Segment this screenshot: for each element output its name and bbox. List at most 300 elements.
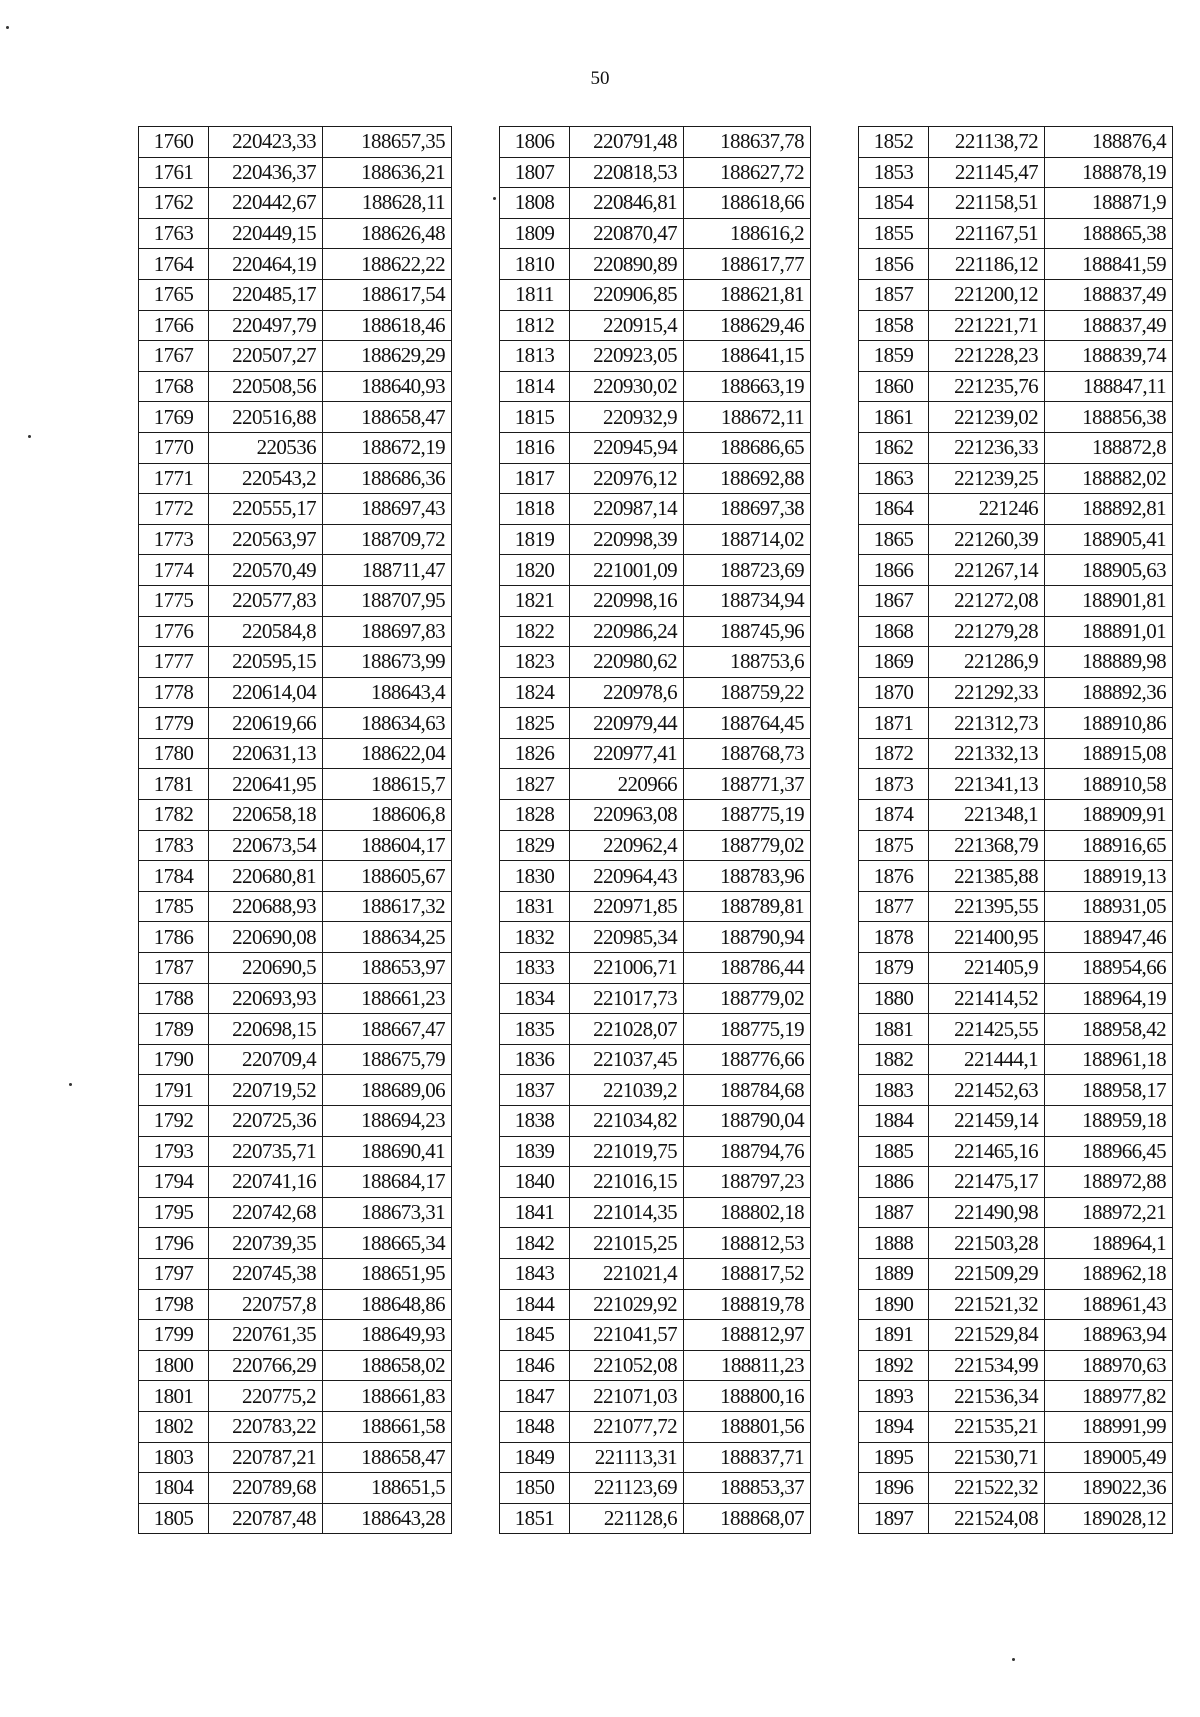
x-coordinate-cell: 221260,39: [929, 524, 1045, 555]
point-number-cell: 1819: [500, 524, 570, 555]
table-row: [859, 1289, 1173, 1320]
x-coordinate-cell: 220497,79: [209, 310, 323, 341]
point-number-cell: 1796: [139, 1228, 209, 1259]
point-number-cell: 1890: [859, 1289, 929, 1320]
y-coordinate-cell: 188964,19: [1045, 983, 1173, 1014]
y-coordinate-cell: 188641,15: [684, 341, 811, 372]
y-coordinate-cell: 188811,23: [684, 1350, 811, 1381]
table-row: [139, 800, 452, 831]
y-coordinate-cell: 188658,47: [323, 1442, 452, 1473]
point-number-cell: 1893: [859, 1381, 929, 1412]
point-number-cell: 1869: [859, 647, 929, 678]
y-coordinate-cell: 188675,79: [323, 1044, 452, 1075]
table-row: [859, 1473, 1173, 1504]
scan-speck: [28, 435, 31, 438]
point-number-cell: 1766: [139, 310, 209, 341]
y-coordinate-cell: 188648,86: [323, 1289, 452, 1320]
x-coordinate-cell: 221530,71: [929, 1442, 1045, 1473]
point-number-cell: 1785: [139, 891, 209, 922]
point-number-cell: 1770: [139, 432, 209, 463]
table-row: [859, 402, 1173, 433]
point-number-cell: 1774: [139, 555, 209, 586]
y-coordinate-cell: 188817,52: [684, 1258, 811, 1289]
y-coordinate-cell: 188616,2: [684, 218, 811, 249]
table-row: [139, 708, 452, 739]
point-number-cell: 1849: [500, 1442, 570, 1473]
y-coordinate-cell: 188892,36: [1045, 677, 1173, 708]
point-number-cell: 1767: [139, 341, 209, 372]
point-number-cell: 1787: [139, 953, 209, 984]
point-number-cell: 1870: [859, 677, 929, 708]
y-coordinate-cell: 188966,45: [1045, 1136, 1173, 1167]
table-row: [859, 157, 1173, 188]
point-number-cell: 1886: [859, 1167, 929, 1198]
x-coordinate-cell: 220818,53: [570, 157, 684, 188]
point-number-cell: 1784: [139, 861, 209, 892]
y-coordinate-cell: 188686,36: [323, 463, 452, 494]
y-coordinate-cell: 188959,18: [1045, 1106, 1173, 1137]
y-coordinate-cell: 188686,65: [684, 432, 811, 463]
point-number-cell: 1854: [859, 188, 929, 219]
point-number-cell: 1782: [139, 800, 209, 831]
y-coordinate-cell: 188643,28: [323, 1503, 452, 1534]
table-row: [859, 861, 1173, 892]
y-coordinate-cell: 188604,17: [323, 830, 452, 861]
y-coordinate-cell: 188882,02: [1045, 463, 1173, 494]
point-number-cell: 1813: [500, 341, 570, 372]
x-coordinate-cell: 220555,17: [209, 494, 323, 525]
x-coordinate-cell: 220998,16: [570, 585, 684, 616]
x-coordinate-cell: 221158,51: [929, 188, 1045, 219]
y-coordinate-cell: 188783,96: [684, 861, 811, 892]
table-row: [139, 310, 452, 341]
x-coordinate-cell: 221246: [929, 494, 1045, 525]
y-coordinate-cell: 188626,48: [323, 218, 452, 249]
x-coordinate-cell: 220791,48: [570, 127, 684, 158]
point-number-cell: 1820: [500, 555, 570, 586]
table-row: [500, 1197, 811, 1228]
y-coordinate-cell: 188605,67: [323, 861, 452, 892]
x-coordinate-cell: 220978,6: [570, 677, 684, 708]
x-coordinate-cell: 220423,33: [209, 127, 323, 158]
x-coordinate-cell: 220930,02: [570, 371, 684, 402]
point-number-cell: 1786: [139, 922, 209, 953]
table-row: [500, 127, 811, 158]
table-row: [139, 585, 452, 616]
x-coordinate-cell: 220536: [209, 432, 323, 463]
point-number-cell: 1760: [139, 127, 209, 158]
point-number-cell: 1781: [139, 769, 209, 800]
x-coordinate-cell: 220690,5: [209, 953, 323, 984]
y-coordinate-cell: 188617,54: [323, 279, 452, 310]
point-number-cell: 1826: [500, 738, 570, 769]
y-coordinate-cell: 188931,05: [1045, 891, 1173, 922]
x-coordinate-cell: 220745,38: [209, 1258, 323, 1289]
table-row: [859, 1228, 1173, 1259]
x-coordinate-cell: 220543,2: [209, 463, 323, 494]
point-number-cell: 1838: [500, 1106, 570, 1137]
x-coordinate-cell: 221292,33: [929, 677, 1045, 708]
table-row: [859, 249, 1173, 280]
table-row: [859, 647, 1173, 678]
y-coordinate-cell: 188839,74: [1045, 341, 1173, 372]
point-number-cell: 1804: [139, 1473, 209, 1504]
point-number-cell: 1790: [139, 1044, 209, 1075]
point-number-cell: 1868: [859, 616, 929, 647]
x-coordinate-cell: 220923,05: [570, 341, 684, 372]
table-row: [859, 1258, 1173, 1289]
table-row: [500, 1044, 811, 1075]
table-row: [859, 1381, 1173, 1412]
point-number-cell: 1880: [859, 983, 929, 1014]
y-coordinate-cell: 188892,81: [1045, 494, 1173, 525]
y-coordinate-cell: 188694,23: [323, 1106, 452, 1137]
x-coordinate-cell: 220449,15: [209, 218, 323, 249]
y-coordinate-cell: 188963,94: [1045, 1320, 1173, 1351]
x-coordinate-cell: 220442,67: [209, 188, 323, 219]
point-number-cell: 1798: [139, 1289, 209, 1320]
table-row: [139, 402, 452, 433]
y-coordinate-cell: 188672,19: [323, 432, 452, 463]
y-coordinate-cell: 188673,31: [323, 1197, 452, 1228]
point-number-cell: 1812: [500, 310, 570, 341]
table-row: [500, 891, 811, 922]
table-row: [859, 1197, 1173, 1228]
point-number-cell: 1814: [500, 371, 570, 402]
point-number-cell: 1801: [139, 1381, 209, 1412]
point-number-cell: 1896: [859, 1473, 929, 1504]
point-number-cell: 1879: [859, 953, 929, 984]
x-coordinate-cell: 221016,15: [570, 1167, 684, 1198]
point-number-cell: 1778: [139, 677, 209, 708]
x-coordinate-cell: 221039,2: [570, 1075, 684, 1106]
x-coordinate-cell: 221228,23: [929, 341, 1045, 372]
point-number-cell: 1771: [139, 463, 209, 494]
x-coordinate-cell: 221006,71: [570, 953, 684, 984]
point-number-cell: 1860: [859, 371, 929, 402]
x-coordinate-cell: 220641,95: [209, 769, 323, 800]
x-coordinate-cell: 221286,9: [929, 647, 1045, 678]
x-coordinate-cell: 221123,69: [570, 1473, 684, 1504]
point-number-cell: 1872: [859, 738, 929, 769]
table-row: [139, 188, 452, 219]
point-number-cell: 1830: [500, 861, 570, 892]
y-coordinate-cell: 188649,93: [323, 1320, 452, 1351]
point-number-cell: 1827: [500, 769, 570, 800]
scan-speck: [493, 197, 496, 200]
table-row: [139, 769, 452, 800]
point-number-cell: 1878: [859, 922, 929, 953]
point-number-cell: 1850: [500, 1473, 570, 1504]
x-coordinate-cell: 221524,08: [929, 1503, 1045, 1534]
table-row: [500, 1320, 811, 1351]
table-row: [859, 1503, 1173, 1534]
point-number-cell: 1891: [859, 1320, 929, 1351]
y-coordinate-cell: 188690,41: [323, 1136, 452, 1167]
table-row: [500, 1136, 811, 1167]
point-number-cell: 1764: [139, 249, 209, 280]
y-coordinate-cell: 188673,99: [323, 647, 452, 678]
point-number-cell: 1855: [859, 218, 929, 249]
y-coordinate-cell: 188837,71: [684, 1442, 811, 1473]
point-number-cell: 1832: [500, 922, 570, 953]
point-number-cell: 1818: [500, 494, 570, 525]
x-coordinate-cell: 220595,15: [209, 647, 323, 678]
table-row: [859, 494, 1173, 525]
table-row: [500, 708, 811, 739]
point-number-cell: 1795: [139, 1197, 209, 1228]
table-row: [500, 830, 811, 861]
table-row: [500, 1075, 811, 1106]
point-number-cell: 1836: [500, 1044, 570, 1075]
y-coordinate-cell: 188661,83: [323, 1381, 452, 1412]
x-coordinate-cell: 221267,14: [929, 555, 1045, 586]
table-row: [859, 708, 1173, 739]
table-row: [859, 555, 1173, 586]
table-row: [139, 157, 452, 188]
table-row: [139, 1411, 452, 1442]
table-row: [859, 677, 1173, 708]
x-coordinate-cell: 221052,08: [570, 1350, 684, 1381]
y-coordinate-cell: 188837,49: [1045, 279, 1173, 310]
x-coordinate-cell: 221490,98: [929, 1197, 1045, 1228]
x-coordinate-cell: 221279,28: [929, 616, 1045, 647]
x-coordinate-cell: 220980,62: [570, 647, 684, 678]
y-coordinate-cell: 188651,5: [323, 1473, 452, 1504]
table-row: [500, 494, 811, 525]
point-number-cell: 1884: [859, 1106, 929, 1137]
x-coordinate-cell: 220870,47: [570, 218, 684, 249]
y-coordinate-cell: 188776,66: [684, 1044, 811, 1075]
x-coordinate-cell: 221138,72: [929, 127, 1045, 158]
x-coordinate-cell: 221239,02: [929, 402, 1045, 433]
x-coordinate-cell: 220966: [570, 769, 684, 800]
y-coordinate-cell: 188615,7: [323, 769, 452, 800]
table-row: [500, 432, 811, 463]
y-coordinate-cell: 188837,49: [1045, 310, 1173, 341]
table-row: [859, 310, 1173, 341]
x-coordinate-cell: 221522,32: [929, 1473, 1045, 1504]
table-row: [139, 830, 452, 861]
x-coordinate-cell: 221529,84: [929, 1320, 1045, 1351]
table-row: [500, 310, 811, 341]
y-coordinate-cell: 188853,37: [684, 1473, 811, 1504]
point-number-cell: 1865: [859, 524, 929, 555]
x-coordinate-cell: 220680,81: [209, 861, 323, 892]
x-coordinate-cell: 221017,73: [570, 983, 684, 1014]
coordinate-table-1: [138, 126, 452, 1534]
y-coordinate-cell: 188786,44: [684, 953, 811, 984]
table-row: [859, 738, 1173, 769]
point-number-cell: 1894: [859, 1411, 929, 1442]
x-coordinate-cell: 220985,34: [570, 922, 684, 953]
point-number-cell: 1857: [859, 279, 929, 310]
y-coordinate-cell: 188617,32: [323, 891, 452, 922]
table-row: [139, 1503, 452, 1534]
x-coordinate-cell: 221128,6: [570, 1503, 684, 1534]
x-coordinate-cell: 220464,19: [209, 249, 323, 280]
x-coordinate-cell: 221414,52: [929, 983, 1045, 1014]
y-coordinate-cell: 188800,16: [684, 1381, 811, 1412]
table-row: [139, 953, 452, 984]
y-coordinate-cell: 188628,11: [323, 188, 452, 219]
table-row: [139, 861, 452, 892]
y-coordinate-cell: 188905,63: [1045, 555, 1173, 586]
point-number-cell: 1897: [859, 1503, 929, 1534]
x-coordinate-cell: 220979,44: [570, 708, 684, 739]
x-coordinate-cell: 221186,12: [929, 249, 1045, 280]
table-row: [139, 1289, 452, 1320]
table-row: [859, 585, 1173, 616]
x-coordinate-cell: 221459,14: [929, 1106, 1045, 1137]
point-number-cell: 1843: [500, 1258, 570, 1289]
point-number-cell: 1876: [859, 861, 929, 892]
y-coordinate-cell: 188794,76: [684, 1136, 811, 1167]
table-row: [500, 1442, 811, 1473]
point-number-cell: 1852: [859, 127, 929, 158]
table-row: [500, 800, 811, 831]
y-coordinate-cell: 188636,21: [323, 157, 452, 188]
y-coordinate-cell: 188745,96: [684, 616, 811, 647]
x-coordinate-cell: 220787,48: [209, 1503, 323, 1534]
table-row: [859, 127, 1173, 158]
x-coordinate-cell: 221534,99: [929, 1350, 1045, 1381]
y-coordinate-cell: 188901,81: [1045, 585, 1173, 616]
point-number-cell: 1806: [500, 127, 570, 158]
y-coordinate-cell: 188658,47: [323, 402, 452, 433]
point-number-cell: 1780: [139, 738, 209, 769]
table-row: [859, 432, 1173, 463]
table-row: [139, 127, 452, 158]
table-row: [500, 922, 811, 953]
table-row: [500, 218, 811, 249]
point-number-cell: 1837: [500, 1075, 570, 1106]
point-number-cell: 1808: [500, 188, 570, 219]
table-row: [500, 647, 811, 678]
table-row: [139, 1044, 452, 1075]
table-row: [139, 891, 452, 922]
x-coordinate-cell: 220516,88: [209, 402, 323, 433]
y-coordinate-cell: 188970,63: [1045, 1350, 1173, 1381]
x-coordinate-cell: 220789,68: [209, 1473, 323, 1504]
point-number-cell: 1768: [139, 371, 209, 402]
table-row: [500, 555, 811, 586]
y-coordinate-cell: 188684,17: [323, 1167, 452, 1198]
y-coordinate-cell: 189028,12: [1045, 1503, 1173, 1534]
y-coordinate-cell: 188658,02: [323, 1350, 452, 1381]
table-row: [139, 1136, 452, 1167]
y-coordinate-cell: 188697,43: [323, 494, 452, 525]
x-coordinate-cell: 220986,24: [570, 616, 684, 647]
table-row: [139, 1442, 452, 1473]
x-coordinate-cell: 221452,63: [929, 1075, 1045, 1106]
y-coordinate-cell: 189022,36: [1045, 1473, 1173, 1504]
table-row: [859, 1075, 1173, 1106]
x-coordinate-cell: 221221,71: [929, 310, 1045, 341]
x-coordinate-cell: 220739,35: [209, 1228, 323, 1259]
table-row: [500, 1167, 811, 1198]
point-number-cell: 1883: [859, 1075, 929, 1106]
y-coordinate-cell: 188692,88: [684, 463, 811, 494]
x-coordinate-cell: 220945,94: [570, 432, 684, 463]
point-number-cell: 1772: [139, 494, 209, 525]
y-coordinate-cell: 188723,69: [684, 555, 811, 586]
point-number-cell: 1882: [859, 1044, 929, 1075]
y-coordinate-cell: 188759,22: [684, 677, 811, 708]
x-coordinate-cell: 220964,43: [570, 861, 684, 892]
x-coordinate-cell: 221041,57: [570, 1320, 684, 1351]
y-coordinate-cell: 188637,78: [684, 127, 811, 158]
point-number-cell: 1763: [139, 218, 209, 249]
y-coordinate-cell: 188753,6: [684, 647, 811, 678]
point-number-cell: 1848: [500, 1411, 570, 1442]
y-coordinate-cell: 188697,38: [684, 494, 811, 525]
point-number-cell: 1887: [859, 1197, 929, 1228]
x-coordinate-cell: 221475,17: [929, 1167, 1045, 1198]
table-row: [139, 432, 452, 463]
x-coordinate-cell: 220614,04: [209, 677, 323, 708]
point-number-cell: 1856: [859, 249, 929, 280]
x-coordinate-cell: 221200,12: [929, 279, 1045, 310]
x-coordinate-cell: 220963,08: [570, 800, 684, 831]
y-coordinate-cell: 188876,4: [1045, 127, 1173, 158]
point-number-cell: 1788: [139, 983, 209, 1014]
point-number-cell: 1791: [139, 1075, 209, 1106]
table-row: [500, 1228, 811, 1259]
y-coordinate-cell: 188661,23: [323, 983, 452, 1014]
x-coordinate-cell: 220971,85: [570, 891, 684, 922]
x-coordinate-cell: 221341,13: [929, 769, 1045, 800]
y-coordinate-cell: 188962,18: [1045, 1258, 1173, 1289]
table-row: [139, 616, 452, 647]
x-coordinate-cell: 220742,68: [209, 1197, 323, 1228]
point-number-cell: 1777: [139, 647, 209, 678]
y-coordinate-cell: 188617,77: [684, 249, 811, 280]
table-row: [139, 983, 452, 1014]
point-number-cell: 1834: [500, 983, 570, 1014]
x-coordinate-cell: 221014,35: [570, 1197, 684, 1228]
point-number-cell: 1853: [859, 157, 929, 188]
x-coordinate-cell: 221368,79: [929, 830, 1045, 861]
scan-speck: [69, 1083, 72, 1086]
table-row: [500, 585, 811, 616]
point-number-cell: 1840: [500, 1167, 570, 1198]
table-row: [500, 249, 811, 280]
x-coordinate-cell: 221167,51: [929, 218, 1045, 249]
x-coordinate-cell: 221239,25: [929, 463, 1045, 494]
table-row: [500, 738, 811, 769]
y-coordinate-cell: 188802,18: [684, 1197, 811, 1228]
point-number-cell: 1765: [139, 279, 209, 310]
table-row: [859, 1136, 1173, 1167]
point-number-cell: 1863: [859, 463, 929, 494]
table-row: [500, 341, 811, 372]
table-row: [859, 1320, 1173, 1351]
table-row: [139, 1320, 452, 1351]
y-coordinate-cell: 188871,9: [1045, 188, 1173, 219]
table-row: [859, 1411, 1173, 1442]
y-coordinate-cell: 188789,81: [684, 891, 811, 922]
x-coordinate-cell: 220962,4: [570, 830, 684, 861]
y-coordinate-cell: 188958,42: [1045, 1014, 1173, 1045]
y-coordinate-cell: 188711,47: [323, 555, 452, 586]
table-row: [139, 249, 452, 280]
coordinate-table-3: [858, 126, 1173, 1534]
table-row: [859, 800, 1173, 831]
y-coordinate-cell: 188663,19: [684, 371, 811, 402]
table-row: [500, 677, 811, 708]
table-row: [859, 463, 1173, 494]
